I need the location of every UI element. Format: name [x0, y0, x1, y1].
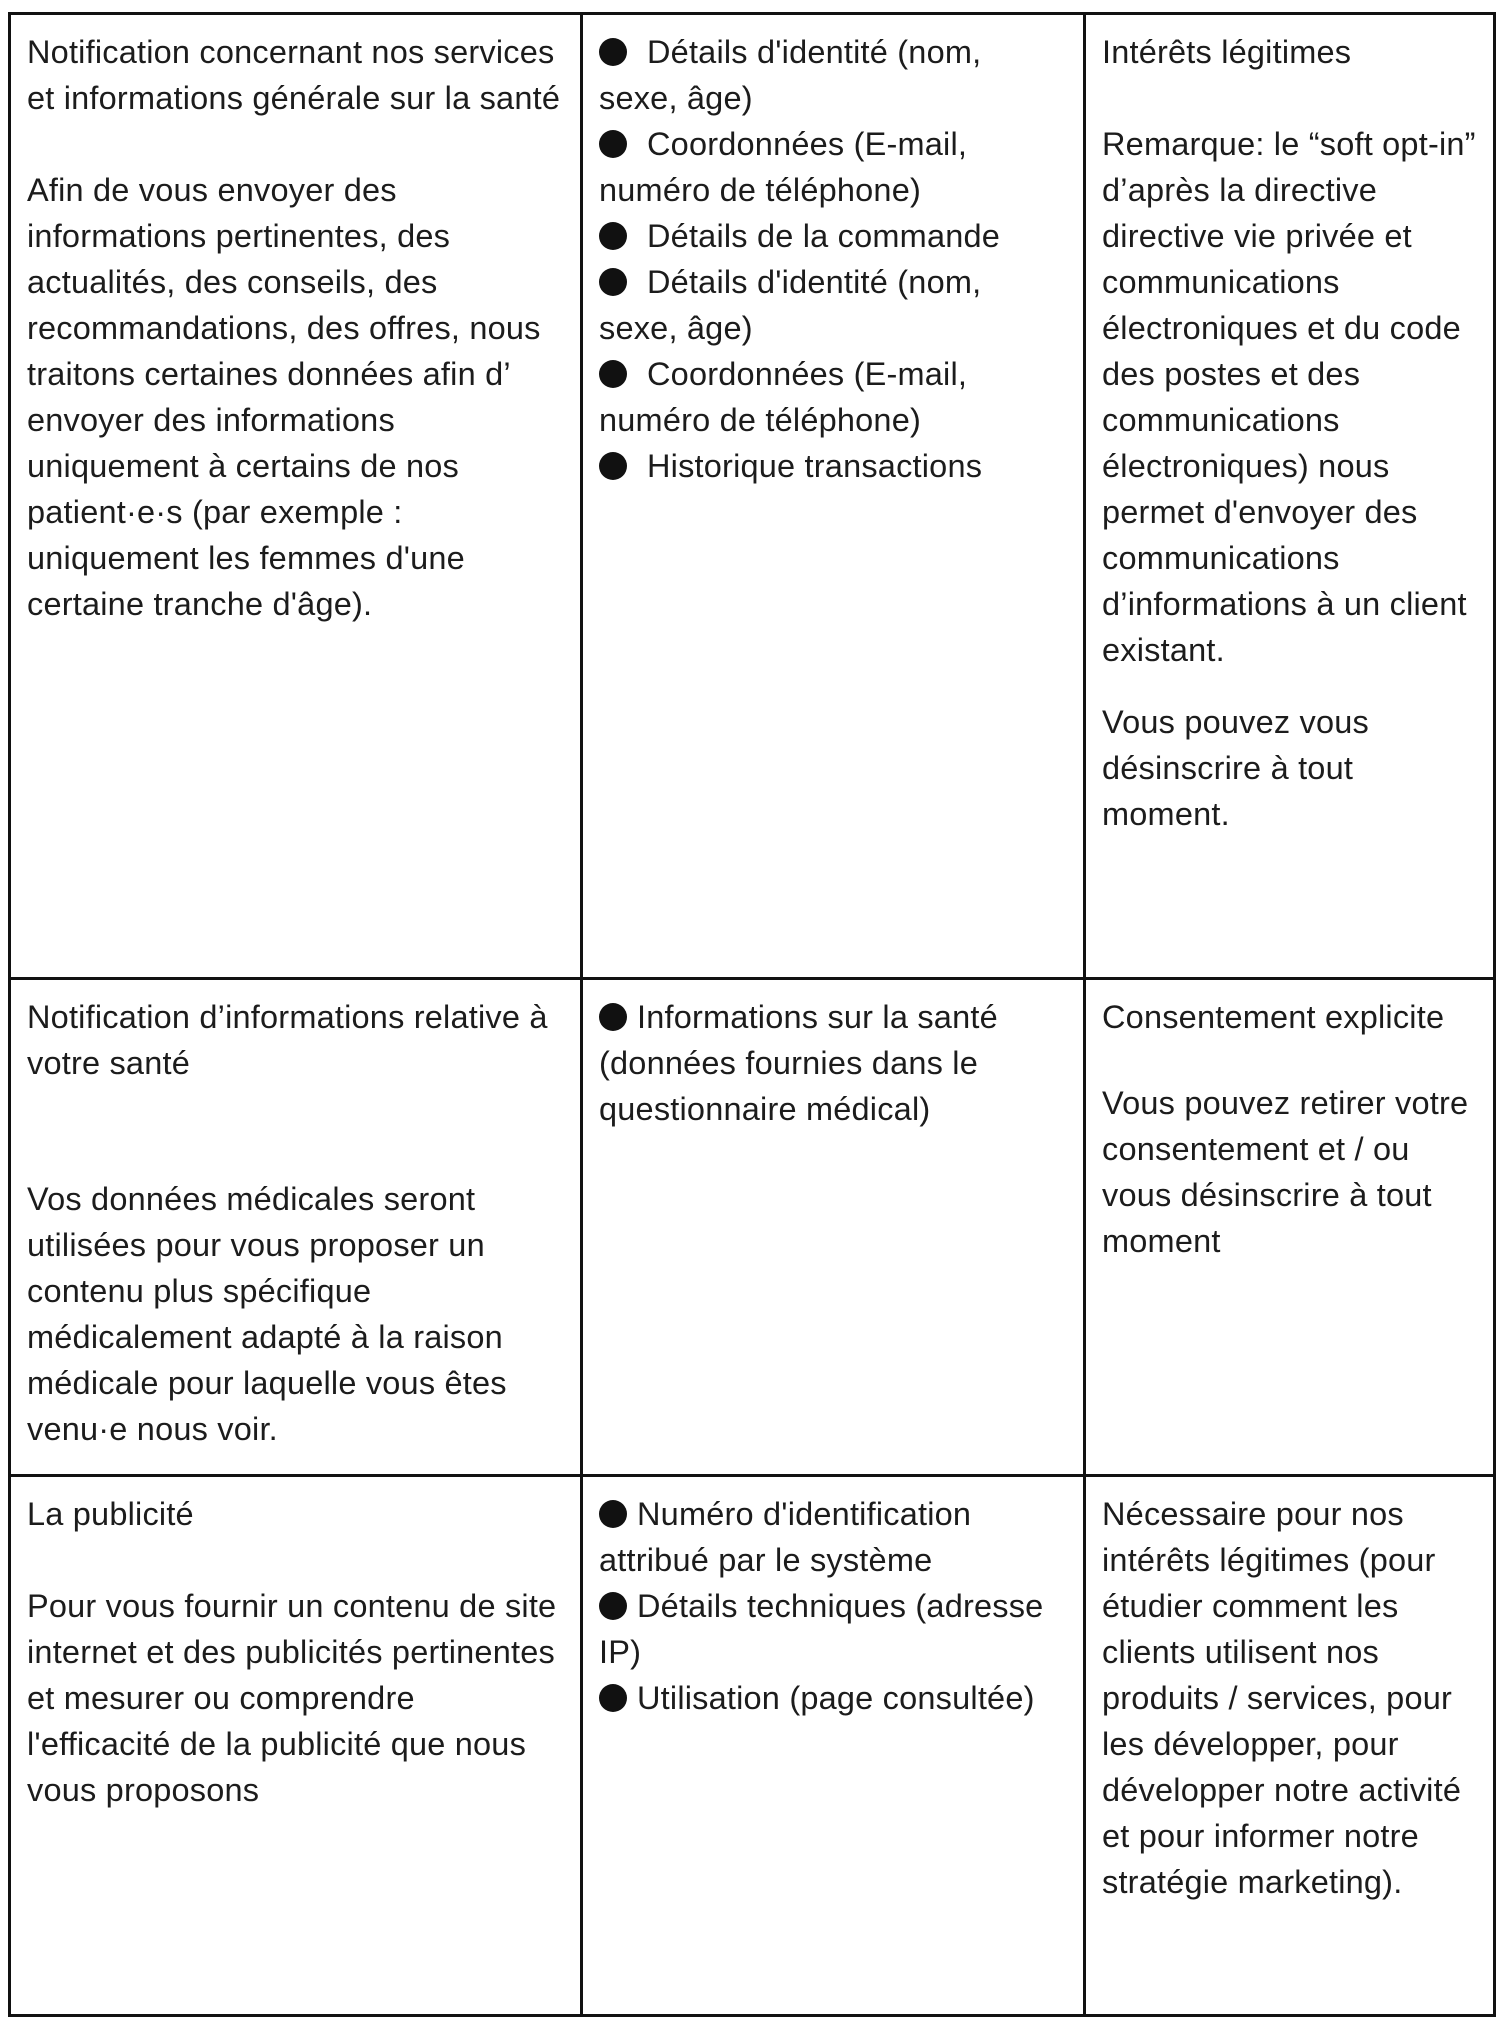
- list-item: [599, 443, 1067, 489]
- purpose-description: Pour vous fournir un contenu de site internet et des publicités pertinentes et mesurer ou comprendre l'efficacité de la publicité que nous vous proposons: [27, 1588, 557, 1808]
- purpose-description: Vos données médicales seront utilisées pour vous proposer un contenu plus spécifique médicalement adapté à la raison médicale pour laquelle vous êtes venu·e nous voir.: [27, 1181, 507, 1447]
- data-item-text: Détails d'identité (nom, sexe, âge): [599, 34, 982, 116]
- list-item: [599, 1675, 1067, 1721]
- bullet-icon: [599, 1684, 627, 1712]
- purpose-title: La publicité: [27, 1496, 194, 1532]
- table-row-medical-notification: [10, 979, 1495, 1476]
- purpose-title: Notification d’informations relative à votre santé: [27, 999, 548, 1081]
- legal-basis-cell: [1085, 979, 1495, 1476]
- data-item-text: Détails d'identité (nom, sexe, âge): [599, 264, 982, 346]
- bullet-icon: [599, 1003, 627, 1031]
- legal-basis-title: Nécessaire pour nos intérêts légitimes (pour étudier comment les clients utilisent nos produits / services, pour les développer, pour développer notre activité et pour informer notre stratégie marketing).: [1102, 1496, 1462, 1900]
- data-categories-cell: [582, 1476, 1085, 2016]
- purpose-description: Afin de vous envoyer des informations pertinentes, des actualités, des conseils, des recommandations, des offres, nous traitons certaines données afin d’ envoyer des informations uniquement à certains de nos patient·e·s (par exemple : uniquement les femmes d'une certaine tranche d'âge).: [27, 172, 541, 622]
- bullet-icon: [599, 222, 627, 250]
- data-item-text: Détails de la commande: [647, 218, 1001, 254]
- data-item-text: Informations sur la santé (données fournies dans le questionnaire médical): [599, 999, 998, 1127]
- list-item: [599, 351, 1067, 443]
- purpose-title: Notification concernant nos services et informations générale sur la santé: [27, 34, 561, 116]
- table-row-health-info-notification: [10, 14, 1495, 979]
- data-categories-list: [599, 994, 1067, 1132]
- purpose-cell: [10, 14, 582, 979]
- data-item-text: Numéro d'identification attribué par le système: [599, 1496, 972, 1578]
- bullet-icon: [599, 130, 627, 158]
- purpose-cell: [10, 1476, 582, 2016]
- data-categories-list: [599, 1491, 1067, 1721]
- data-item-text: Historique transactions: [647, 448, 983, 484]
- bullet-icon: [599, 1592, 627, 1620]
- data-item-text: Coordonnées (E-mail, numéro de téléphone): [599, 356, 968, 438]
- legal-basis-note: Vous pouvez retirer votre consentement et / ou vous désinscrire à tout moment: [1102, 1085, 1469, 1259]
- bullet-icon: [599, 268, 627, 296]
- data-item-text: Détails techniques (adresse IP): [599, 1588, 1044, 1670]
- list-item: [599, 1583, 1067, 1675]
- legal-basis-cell: [1085, 14, 1495, 979]
- list-item: [599, 259, 1067, 351]
- legal-basis-unsubscribe-note: Vous pouvez vous désinscrire à tout moment.: [1102, 704, 1369, 832]
- bullet-icon: [599, 1500, 627, 1528]
- bullet-icon: [599, 452, 627, 480]
- processing-table: [8, 12, 1496, 2017]
- data-processing-table-document: [8, 12, 1493, 2014]
- list-item: [599, 1491, 1067, 1583]
- data-item-text: Coordonnées (E-mail, numéro de téléphone): [599, 126, 968, 208]
- data-categories-list: [599, 29, 1067, 489]
- list-item: [599, 121, 1067, 213]
- legal-basis-cell: [1085, 1476, 1495, 2016]
- legal-basis-note: Remarque: le “soft opt-in” d’après la directive directive vie privée et communications électroniques et du code des postes et des communications électroniques) nous permet d'envoyer des communications d’informations à un client existant.: [1102, 126, 1476, 668]
- list-item: [599, 994, 1067, 1132]
- legal-basis-title: Intérêts légitimes: [1102, 34, 1352, 70]
- list-item: [599, 29, 1067, 121]
- list-item: [599, 213, 1067, 259]
- data-categories-cell: [582, 14, 1085, 979]
- data-item-text: Utilisation (page consultée): [637, 1680, 1035, 1716]
- data-categories-cell: [582, 979, 1085, 1476]
- table-row-advertising: [10, 1476, 1495, 2016]
- legal-basis-title: Consentement explicite: [1102, 999, 1445, 1035]
- purpose-cell: [10, 979, 582, 1476]
- bullet-icon: [599, 360, 627, 388]
- bullet-icon: [599, 38, 627, 66]
